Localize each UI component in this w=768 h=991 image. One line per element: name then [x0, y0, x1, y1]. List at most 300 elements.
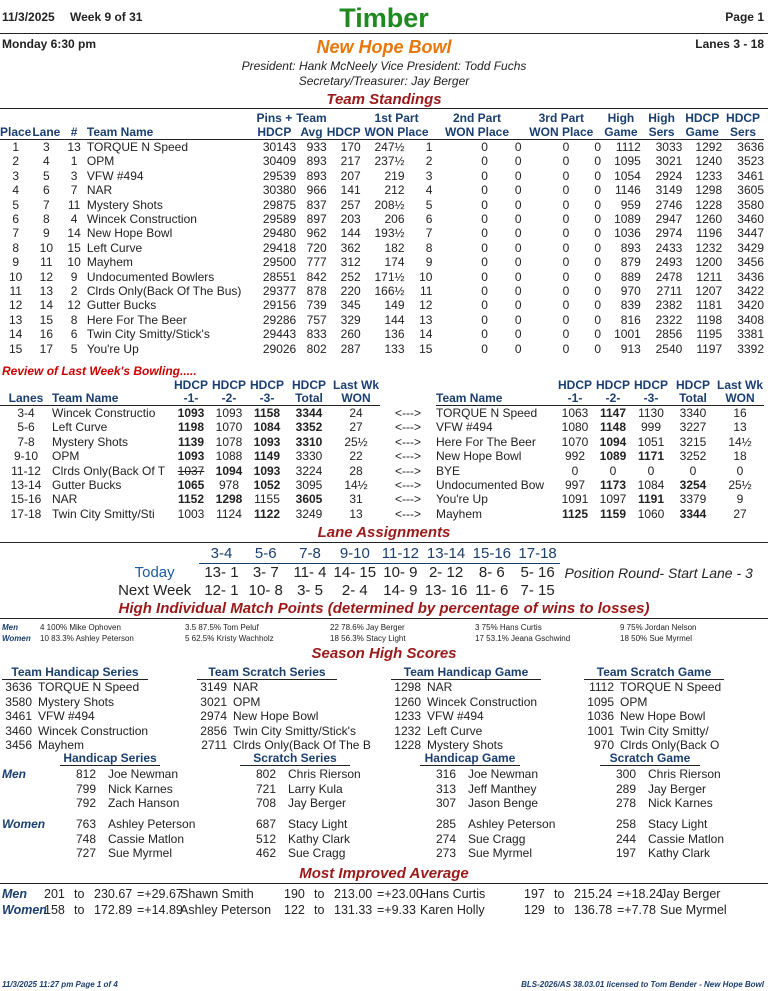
standings-cell: 345 — [340, 298, 361, 313]
standings-cell: 3 — [42, 140, 50, 154]
standings-cell: 833 — [306, 327, 327, 342]
standings-cell: 933 — [306, 140, 327, 154]
standings-cell: 29443 — [262, 327, 297, 342]
standings-cell: 2433 — [655, 240, 683, 255]
team-high-header: Team Handicap Game — [391, 665, 541, 680]
th-hdcp-game: Game — [682, 125, 722, 140]
men-high-score: 802 — [255, 767, 276, 781]
team-high-score: 1036 — [587, 709, 614, 723]
standings-cell: 1089 — [614, 212, 641, 227]
th-game: Game — [601, 125, 641, 140]
standings-row — [0, 298, 764, 312]
review-score: 1088 — [215, 449, 243, 464]
standings-cell: 0 — [514, 298, 522, 313]
season-men-label: Men — [2, 767, 26, 781]
season-women-label: Women — [2, 817, 46, 831]
season-title: Season High Scores — [311, 645, 457, 662]
standings-cell: 30380 — [262, 183, 297, 198]
standings-cell: 149 — [384, 298, 405, 313]
review-score: 3224 — [295, 463, 323, 478]
review-score: 1171 — [637, 449, 665, 464]
standings-cell: 14 — [39, 298, 53, 313]
today-assignment: 14- 15 — [333, 564, 377, 581]
men-high-score: 792 — [75, 796, 96, 810]
standings-cell: 3408 — [737, 312, 764, 327]
standings-cell: 8 — [12, 240, 20, 255]
team-high-score: 2974 — [200, 709, 227, 723]
lane-pair-header: 7-8 — [288, 545, 332, 564]
mp-women-entry: 5 62.5% Kristy Wachholz — [185, 634, 274, 643]
men-high-score: 812 — [75, 767, 96, 781]
standings-cell: 2924 — [655, 168, 683, 183]
standings-cell: 816 — [620, 312, 641, 327]
review-opponent: Mayhem — [436, 506, 483, 521]
review-lanes: 13-14 — [10, 478, 42, 493]
standings-cell: 0 — [594, 327, 602, 342]
review-won: 13 — [733, 420, 747, 435]
review-score: 3352 — [295, 420, 323, 435]
standings-cell: 1260 — [695, 212, 723, 227]
women-high-name: Kathy Clark — [288, 831, 351, 846]
women-high-score: 273 — [435, 846, 456, 860]
women-high-score: 285 — [435, 817, 456, 831]
review-won: 25½ — [728, 478, 752, 493]
review-score: 1122 — [253, 506, 281, 521]
standings-cell: 0 — [481, 226, 488, 241]
standings-cell: 0 — [562, 269, 570, 284]
today-assignment: 10- 9 — [383, 564, 418, 581]
review-score: 1191 — [637, 492, 665, 507]
standings-cell: 0 — [594, 269, 602, 284]
review-score: 1093 — [253, 463, 281, 478]
standings-cell: 252 — [340, 269, 361, 284]
review-opponent: Undocumented Bow — [436, 478, 545, 493]
standings-cell: 2947 — [655, 212, 683, 227]
individual-high-header: Scratch Series — [240, 751, 350, 766]
standings-cell: 29377 — [262, 284, 297, 299]
rv-lastwk: Last Wk — [332, 378, 379, 392]
team-high-score: 3021 — [200, 694, 227, 709]
team-high-score: 3149 — [200, 680, 227, 694]
review-score: 1173 — [599, 478, 627, 493]
review-vs: <---> — [394, 506, 421, 521]
review-score: 1078 — [215, 434, 243, 449]
improved-gain: =+29.67 — [137, 887, 183, 901]
standings-cell: 3436 — [737, 269, 764, 284]
standings-cell: 0 — [481, 140, 488, 154]
lanes-blank — [560, 545, 768, 564]
standings-cell: 878 — [306, 284, 327, 299]
review-won: 22 — [349, 449, 363, 464]
standings-cell: 10 — [9, 269, 23, 284]
team-high-score: 1095 — [587, 694, 614, 709]
women-high-score: 748 — [75, 831, 96, 846]
standings-cell: Twin City Smitty/Stick's — [86, 327, 210, 342]
standings-cell: 1207 — [695, 284, 723, 299]
standings-cell: 0 — [594, 298, 602, 313]
standings-cell: OPM — [86, 154, 115, 169]
review-score: 3254 — [679, 478, 707, 493]
rv-g2: -2- — [210, 392, 248, 406]
standings-cell: 0 — [514, 341, 522, 356]
standings-cell: 9 — [70, 269, 78, 284]
team-high-name: Twin City Smitty/ — [620, 723, 709, 738]
standings-cell: 3460 — [737, 212, 764, 227]
improved-to-word: to — [74, 887, 85, 901]
standings-cell: 3605 — [737, 183, 764, 198]
review-lanes: 17-18 — [10, 506, 42, 521]
review-score: 1159 — [599, 506, 627, 521]
standings-cell: You're Up — [86, 341, 139, 356]
standings-cell: 0 — [594, 183, 602, 198]
review-won: 13 — [349, 506, 363, 521]
standings-cell: 1228 — [695, 197, 723, 212]
standings-cell: 182 — [384, 240, 405, 255]
standings-cell: 29875 — [262, 197, 297, 212]
review-score: 0 — [609, 463, 617, 478]
improved-name: Hans Curtis — [420, 887, 486, 901]
team-high-name: Clrds Only(Back O — [620, 738, 720, 752]
standings-title: Team Standings — [326, 91, 442, 108]
standings-cell: Wincek Construction — [86, 212, 197, 227]
rv-g3: -3- — [248, 392, 286, 406]
standings-cell: 171½ — [374, 269, 405, 284]
standings-cell: 897 — [306, 212, 327, 227]
review-row — [0, 507, 764, 521]
review-opponent: VFW #494 — [436, 420, 493, 435]
review-score: 1003 — [177, 506, 205, 521]
standings-cell: 28551 — [262, 269, 297, 284]
standings-cell: 0 — [481, 168, 488, 183]
standings-cell: 4 — [12, 183, 20, 198]
standings-cell: 3 — [70, 168, 78, 183]
standings-cell: 29286 — [262, 312, 297, 327]
standings-cell: 1200 — [695, 255, 723, 270]
review-won: 27 — [349, 420, 363, 435]
standings-cell: 12 — [419, 298, 433, 313]
review-team: Mystery Shots — [52, 434, 129, 449]
lanes-blank — [110, 545, 199, 564]
standings-cell: 0 — [514, 168, 522, 183]
standings-cell: 1197 — [696, 341, 723, 356]
standings-cell: 9 — [42, 226, 50, 241]
standings-cell: 839 — [620, 298, 641, 313]
review-won: 0 — [736, 463, 744, 478]
improved-gain: =+14.89 — [137, 903, 183, 917]
improved-name: Jay Berger — [660, 887, 721, 901]
mp-women-entry: 18 56.3% Stacy Light — [330, 634, 406, 643]
lane-pair-header: 9-10 — [332, 545, 378, 564]
review-score: 1080 — [561, 420, 589, 435]
standings-cell: 0 — [594, 168, 602, 183]
footer-left: 11/3/2025 11:27 pm Page 1 of 4 — [2, 980, 118, 989]
review-team: Gutter Bucks — [52, 478, 122, 493]
standings-cell: 0 — [514, 212, 522, 227]
rv-h4: HDCP — [291, 378, 326, 392]
standings-cell: 0 — [562, 154, 570, 169]
standings-cell: Mystery Shots — [86, 197, 163, 212]
review-score: 1198 — [177, 420, 205, 435]
review-row — [0, 478, 764, 492]
standings-cell: 1 — [12, 140, 20, 154]
standings-cell: 8 — [70, 312, 78, 327]
review-row — [0, 420, 764, 434]
rv-h3: HDCP — [249, 378, 284, 392]
review-opponent: Here For The Beer — [436, 434, 536, 449]
standings-cell: 1233 — [695, 168, 723, 183]
improved-title: Most Improved Average — [299, 865, 469, 882]
standings-cell: 219 — [384, 168, 405, 183]
standings-cell: 802 — [306, 341, 327, 356]
standings-cell: 889 — [620, 269, 641, 284]
standings-cell: 3033 — [655, 140, 683, 154]
improved-to: 215.24 — [574, 887, 613, 901]
review-score: 3340 — [679, 406, 707, 420]
standings-cell: 1001 — [614, 327, 641, 342]
standings-cell: 0 — [514, 284, 522, 299]
standings-cell: 0 — [514, 226, 522, 241]
standings-cell: 10 — [67, 255, 81, 270]
review-score: 1152 — [177, 492, 205, 507]
review-won: 18 — [733, 449, 747, 464]
review-won: 25½ — [344, 434, 368, 449]
mp-women-entry: 18 50% Sue Myrmel — [620, 634, 693, 643]
review-row — [0, 435, 764, 449]
standings-cell: 0 — [562, 298, 570, 313]
standings-cell: 9 — [12, 255, 20, 270]
standings-cell: 329 — [340, 312, 361, 327]
team-high-score: 1228 — [394, 738, 421, 752]
standings-cell: 30409 — [262, 154, 297, 169]
th-lane: Lane — [32, 125, 61, 139]
standings-cell: 10 — [419, 269, 433, 284]
review-won: 14½ — [728, 434, 752, 449]
standings-cell: 962 — [306, 226, 327, 241]
standings-row — [0, 327, 764, 341]
standings-cell: 2974 — [655, 226, 683, 241]
team-high-name: TORQUE N Speed — [38, 680, 140, 694]
men-high-name: Nick Karnes — [648, 796, 713, 810]
improved-to-word: to — [74, 903, 85, 917]
review-score: 3095 — [295, 478, 323, 493]
standings-cell: 5 — [12, 197, 20, 212]
standings-cell: 362 — [340, 240, 361, 255]
standings-cell: 4 — [70, 212, 78, 227]
rv-h7: HDCP — [633, 378, 668, 392]
standings-cell: 141 — [340, 183, 361, 198]
standings-cell: 29589 — [262, 212, 297, 227]
standings-cell: 0 — [562, 240, 570, 255]
review-score: 1148 — [599, 420, 627, 435]
review-won: 16 — [733, 406, 747, 420]
women-high-score: 274 — [435, 831, 456, 846]
team-high-score: 1232 — [394, 723, 421, 738]
team-high-name: NAR — [427, 680, 453, 694]
th-hdcp-2: HDCP — [726, 111, 761, 125]
mp-women-entry: 10 83.3% Ashley Peterson — [40, 634, 134, 643]
standings-cell: 7 — [12, 226, 20, 241]
men-high-name: Jason Benge — [468, 796, 539, 810]
standings-cell: 2 — [12, 154, 20, 169]
team-high-score: 1260 — [394, 694, 421, 709]
match-points-rule — [0, 618, 768, 619]
individual-high-header: Handicap Series — [60, 751, 160, 766]
standings-cell: 10 — [39, 240, 53, 255]
review-won: 27 — [733, 506, 747, 521]
standings-cell: 0 — [594, 255, 602, 270]
review-won: 24 — [349, 406, 363, 420]
review-score: 1060 — [637, 506, 665, 521]
standings-cell: 13 — [39, 284, 53, 299]
standings-cell: 0 — [594, 226, 602, 241]
lanes-pairs-row — [110, 545, 768, 564]
review-opponent: TORQUE N Speed — [436, 406, 538, 420]
improved-name: Shawn Smith — [180, 887, 254, 901]
standings-cell: 12 — [39, 269, 53, 284]
improved-to: 172.89 — [94, 903, 133, 917]
standings-cell: 208½ — [374, 197, 405, 212]
next-assignment: 3- 5 — [297, 582, 323, 599]
standings-cell: 4 — [425, 183, 433, 198]
standings-row — [0, 241, 764, 255]
review-score: 0 — [647, 463, 655, 478]
today-assignment: 11- 4 — [293, 564, 327, 581]
team-high-score: 1001 — [587, 723, 614, 738]
review-score: 1298 — [215, 492, 243, 507]
lanes-today-row — [110, 564, 768, 583]
standings-cell: 6 — [70, 327, 78, 342]
men-high-name: Joe Newman — [468, 767, 539, 781]
standings-cell: 739 — [306, 298, 327, 313]
review-score: 1094 — [215, 463, 243, 478]
standings-cell: 1036 — [614, 226, 641, 241]
team-high-name: NAR — [233, 680, 259, 694]
standings-cell: 893 — [306, 154, 327, 169]
team-high-name: Wincek Construction — [427, 694, 538, 709]
lane-assignments-table — [110, 545, 768, 600]
review-opponent: You're Up — [436, 492, 488, 507]
next-assignment: 11- 6 — [475, 582, 509, 599]
standings-cell: 3429 — [737, 240, 764, 255]
review-score: 1051 — [637, 434, 665, 449]
today-assignment: 13- 1 — [204, 564, 239, 581]
standings-cell: 0 — [594, 154, 602, 169]
standings-cell: 8 — [425, 240, 433, 255]
men-high-score: 799 — [75, 781, 96, 796]
standings-cell: 133 — [384, 341, 405, 356]
improved-name: Karen Holly — [420, 903, 485, 917]
standings-cell: 837 — [306, 197, 327, 212]
standings-row — [0, 183, 764, 197]
today-assignment: 5- 16 — [520, 564, 555, 581]
lanes-rule — [0, 542, 768, 543]
review-lanes: 11-12 — [11, 463, 41, 478]
review-team: Twin City Smitty/Sti — [52, 506, 155, 521]
team-high-header: Team Scratch Game — [584, 665, 724, 680]
team-high-name: TORQUE N Speed — [620, 680, 722, 694]
women-high-name: Sue Cragg — [468, 831, 526, 846]
standings-cell: 5 — [425, 197, 433, 212]
standings-cell: 0 — [594, 312, 602, 327]
team-high-name: OPM — [620, 694, 648, 709]
today-assignment: 8- 6 — [478, 564, 505, 581]
standings-cell: 8 — [42, 212, 50, 227]
mp-men-entry: 22 78.6% Jay Berger — [330, 623, 405, 632]
improved-to: 230.67 — [94, 887, 133, 901]
men-high-name: Jeff Manthey — [468, 781, 537, 796]
men-high-name: Chris Rierson — [648, 767, 721, 781]
standings-cell: VFW #494 — [86, 168, 144, 183]
men-high-name: Jay Berger — [288, 796, 347, 810]
individual-high-header: Handicap Game — [420, 751, 520, 766]
standings-cell: 170 — [340, 140, 361, 154]
review-score: 1065 — [177, 478, 205, 493]
rv-g1-2: -1- — [556, 392, 594, 406]
review-score: 1125 — [561, 506, 589, 521]
improved-gain: =+7.78 — [617, 903, 656, 917]
today-label: Today — [134, 563, 175, 581]
improved-to-word: to — [554, 903, 565, 917]
standings-cell: 9 — [425, 255, 433, 270]
standings-cell: 144 — [340, 226, 361, 241]
standings-cell: 0 — [562, 197, 570, 212]
standings-cell: 2478 — [655, 269, 683, 284]
review-score: 3215 — [679, 434, 707, 449]
review-score: 1070 — [215, 420, 243, 435]
standings-cell: 0 — [562, 327, 570, 342]
th-high-2: High — [648, 111, 675, 125]
individual-high-header: Scratch Game — [600, 751, 700, 766]
next-assignment: 13- 16 — [424, 582, 468, 599]
th-hdcp-sers: Sers — [722, 125, 764, 140]
standings-cell: 0 — [514, 140, 522, 154]
th-hdcp: HDCP — [326, 125, 361, 139]
review-won: 9 — [736, 492, 744, 507]
rv-total-2: Total — [670, 392, 716, 406]
standings-cell: 0 — [562, 226, 570, 241]
rv-h5: HDCP — [557, 378, 592, 392]
header-rule — [0, 33, 768, 34]
standings-cell: 1196 — [696, 226, 723, 241]
standings-cell: 6 — [12, 212, 20, 227]
standings-cell: 237½ — [374, 154, 405, 169]
match-points-title: High Individual Match Points (determined by percentage of wins to losses) — [118, 600, 650, 617]
improved-men-label: Men — [2, 887, 27, 901]
standings-cell: 5 — [70, 341, 78, 356]
officers-line-1: President: Hank McNeely Vice President: Todd Fuchs — [241, 59, 527, 73]
standings-cell: 0 — [481, 341, 488, 356]
review-vs: <---> — [394, 492, 421, 507]
review-title: Review of Last Week's Bowling..... — [2, 364, 197, 378]
next-assignment: 10- 8 — [248, 582, 283, 599]
rv-g3-2: -3- — [632, 392, 670, 406]
standings-cell: 1292 — [695, 140, 723, 154]
rv-lastwk-2: Last Wk — [716, 378, 763, 392]
review-score: 3227 — [679, 420, 707, 435]
rv-g2-2: -2- — [594, 392, 632, 406]
improved-to-word: to — [314, 903, 325, 917]
lane-pair-header: 17-18 — [515, 545, 561, 564]
review-vs: <---> — [394, 478, 421, 493]
review-lanes: 9-10 — [13, 449, 39, 464]
review-team: Wincek Constructio — [52, 406, 156, 420]
standings-cell: Here For The Beer — [86, 312, 187, 327]
review-score: 1093 — [215, 406, 243, 420]
men-high-score: 307 — [435, 796, 456, 810]
lane-pair-header: 3-4 — [199, 545, 243, 564]
standings-cell: 166½ — [374, 284, 405, 299]
standings-cell: 16 — [39, 327, 53, 342]
